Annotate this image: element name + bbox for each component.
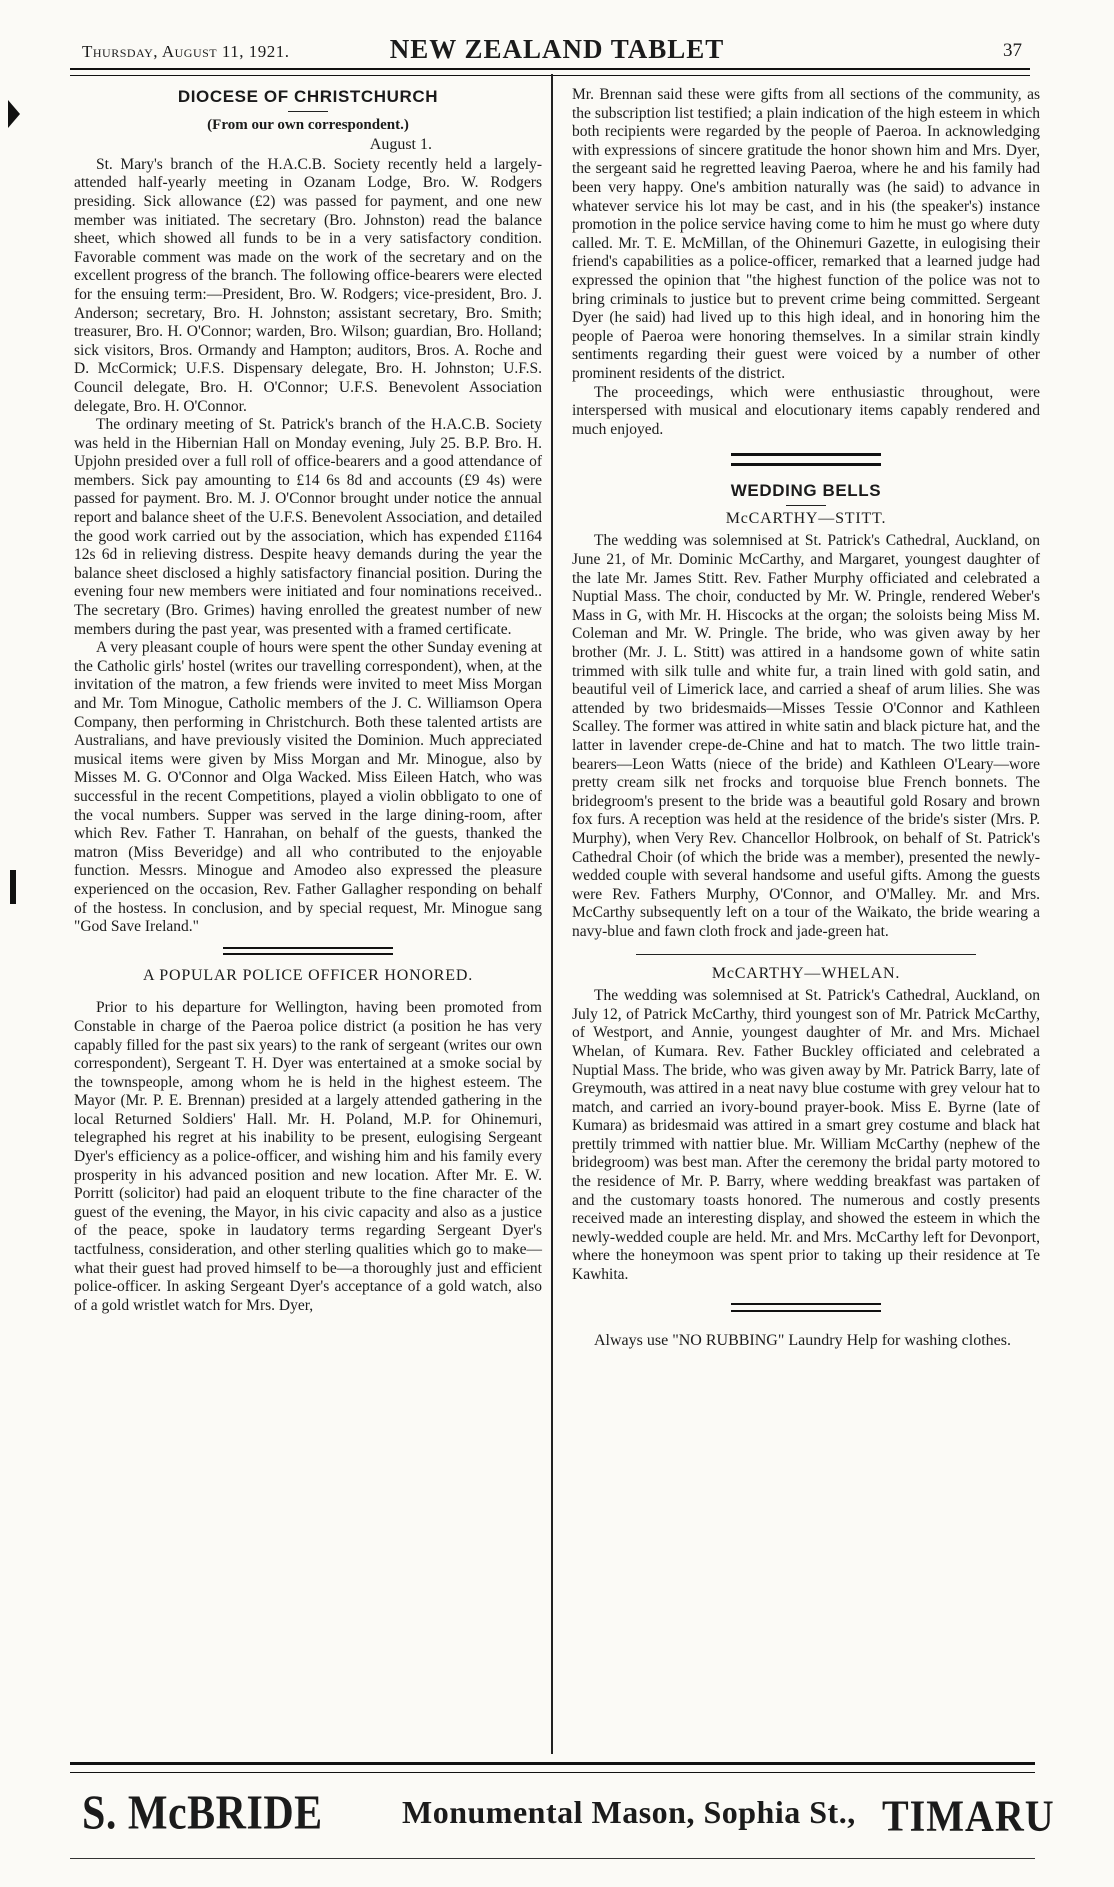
section-separator	[731, 1303, 881, 1312]
right-column	[572, 86, 1040, 1350]
section-separator	[223, 947, 393, 955]
article-paragraph: The wedding was solemnised at St. Patrick's Cathedral, Auckland, on July 12, of Patrick McCarthy, third youngest son of Mr. Patrick McCarthy, of Westport, and Annie, youngest daughter of Mr. and Mrs. Michael Whelan, of Kumara. Rev. Father Buckley officiated and celebrated a Nuptial Mass. The bride, who was given away by Mr. Patrick Barry, late of Greymouth, was attired in a neat navy blue costume with grey velour hat to match, and carried an ivory-bound prayer-book. Miss E. Byrne (late of Kumara) as bridesmaid was attired in a smart grey costume and black hat prettily trimmed with nattier blue. Mr. William McCarthy (nephew of the bridegroom) was best man. After the ceremony the bridal party motored to the residence of Mr. P. Barry, where wedding breakfast was partaken of and the customary toasts honored. The numerous and costly presents received made an interesting display, and showed the esteem in which the newly-wedded couple are held. Mr. and Mrs. McCarthy left for Devonport, where the honeymoon was spent prior to taking up their residence at Te Kawhita.	[572, 987, 1040, 1284]
diocese-heading: DIOCESE OF CHRISTCHURCH	[177, 87, 439, 106]
article-paragraph: Mr. Brennan said these were gifts from all sections of the community, as the subscription list testified; a plain indication of the high esteem in which both recipients were regarded by the people of Paeroa. In acknowledging with expressions of sincere gratitude the honor shown him and Mrs. Dyer, the sergeant said he regretted leaving Paeroa, where he and his family had been very happy. One's ambition naturally was (he said) to advance in whatever service his lot may be cast, and in his (the speaker's) instance promotion in the police service having come to him he must go where duty called. Mr. T. E. McMillan, of the Ohinemuri Gazette, in eulogising their friend's capabilities as a police-officer, remarked that a learned judge had expressed the opinion that "the highest function of the police was not to bring criminals to justice but to prevent crime being committed. Sergeant Dyer (he said) had lived up to this high ideal, and in honoring him the people of Paeroa were honoring themselves. In a similar strain kindly sentiments regarding their guest were voiced by a number of other prominent residents of the district.	[572, 86, 1040, 382]
article-paragraph: The wedding was solemnised at St. Patrick's Cathedral, Auckland, on June 21, of Mr. Dominic McCarthy, and Margaret, youngest daughter of the late Mr. James Stitt. Rev. Father Murphy officiated and celebrated a Nuptial Mass. The choir, conducted by Mr. W. Pringle, rendered Weber's Mass in G, with Mr. H. Hiscocks at the organ; the soloists being Miss M. Coleman and Mr. W. Pringle. The bride, who was given away by her brother (Mr. J. L. Stitt) was attired in a handsome gown of white satin trimmed with silk tulle and white fur, a train lined with gold satin, and beautiful veil of Limerick lace, and carried a sheaf of arum lilies. She was attended by two bridesmaids—Misses Tessie O'Connor and Kathleen Scalley. The former was attired in white satin and black picture hat, and the latter in lavender crepe-de-Chine and hat to match. The two little train-bearers—Leon Watts (niece of the bride) and Kathleen O'Leary—wore pretty cream silk net frocks and torquoise blue French bonnets. The bridegroom's present to the bride was a beautiful gold Rosary and brown fox furs. A reception was held at the residence of the bride's sister (Mrs. P. Murphy), when Very Rev. Chancellor Holbrook, on behalf of St. Patrick's Cathedral Choir (of which the bride was a member), presented the newly-wedded couple with several handsome and useful gifts. Among the guests were Rev. Fathers Murphy, O'Connor, and O'Malley. Mr. and Mrs. McCarthy subsequently left on a tour of the Waikato, the bride wearing a navy-blue and fawn cloth frock and jade-green hat.	[572, 532, 1040, 940]
advert-name: S. McBRIDE	[82, 1787, 323, 1841]
wedding-subheading: McCARTHY—WHELAN.	[711, 964, 901, 982]
page-number: 37	[1003, 40, 1022, 61]
advert-town: TIMARU	[882, 1791, 1055, 1841]
small-advert: Always use "NO RUBBING" Laundry Help for washing clothes.	[594, 1331, 1011, 1349]
police-heading: A POPULAR POLICE OFFICER HONORED.	[143, 966, 473, 984]
advert-trade: Monumental Mason, Sophia St.,	[402, 1794, 856, 1830]
article-paragraph: A very pleasant couple of hours were spent the other Sunday evening at the Catholic girls' hostel (writes our travelling correspondent), when, at the invitation of the matron, a few friends were invited to meet Miss Morgan and Mr. Tom Minogue, Catholic members of the J. C. Williamson Opera Company, then performing in Christchurch. Both these talented artists are Australians, and have previously visited the Dominion. Much appreciated musical items were given by Miss Morgan and Mr. Minogue, also by Misses M. G. O'Connor and Olga Wacked. Miss Eileen Hatch, who was successful in the recent Competitions, played a violin obbligato to one of the vocal numbers. Supper was served in the large dining-room, after which Rev. Father T. Hanrahan, on behalf of the guests, thanked the matron (Miss Beveridge) and all who contributed to the enjoyable function. Messrs. Minogue and Amodeo also expressed the pleasure experienced on the occasion, Rev. Father Gallagher responding on behalf of the hostess. In conclusion, and by special request, Mr. Minogue sang "God Save Ireland."	[74, 639, 542, 936]
article-paragraph: The proceedings, which were enthusiastic throughout, were interspersed with musical and elocutionary items capably rendered and much enjoyed.	[572, 383, 1040, 438]
margin-arrow-mark	[8, 100, 20, 128]
heading-rule	[786, 505, 826, 506]
margin-bar-mark	[10, 870, 16, 904]
section-separator	[731, 453, 881, 466]
masthead-rule	[70, 68, 1030, 76]
left-column	[74, 86, 542, 1315]
article-paragraph: St. Mary's branch of the H.A.C.B. Society recently held a largely-attended half-yearly meeting in Ozanam Lodge, Bro. W. Rodgers presiding. Sick allowance (£2) was passed for payment, and one new member was initiated. The secretary (Bro. Johnston) read the balance sheet, which showed all funds to be in a very satisfactory condition. Favorable comment was made on the work of the secretary and on the excellent progress of the branch. The following office-bearers were elected for the ensuing term:—President, Bro. W. Rodgers; vice-president, Bro. J. Anderson; secretary, Bro. H. Johnston; assistant secretary, Bro. Smith; treasurer, Bro. H. O'Connor; warden, Bro. Wilson; guardian, Bro. Holland; sick visitors, Bros. Ormandy and Hampton; auditors, Bros. A. Roche and D. McCormick; U.F.S. Dispensary delegate, Bro. H. Johnston; U.F.S. Council delegate, Bro. H. O'Connor; U.F.S. Benevolent Association delegate, Bro. H. O'Connor.	[74, 155, 542, 415]
issue-date: Thursday, August 11, 1921.	[82, 42, 290, 61]
column-divider	[551, 74, 553, 1754]
wedding-heading: WEDDING BELLS	[730, 481, 882, 501]
advertisement-banner	[82, 1782, 1055, 1852]
section-separator	[636, 954, 976, 955]
masthead	[82, 34, 1032, 68]
article-paragraph: Prior to his departure for Wellington, having been promoted from Constable in charge of the Paeroa police district (a position he has very capably filled for the past six years) to the rank of sergeant (writes our own correspondent), Sergeant T. H. Dyer was entertained at a smoke social by the townspeople, among whom he is held in the highest esteem. The Mayor (Mr. P. E. Brennan) presided at a largely attended gathering in the local Returned Soldiers' Hall. Mr. H. Poland, M.P. for Ohinemuri, telegraphed his regret at his inability to be present, eulogising Sergeant Dyer's efficiency as a police-officer, and wishing him and his family every prosperity in his advanced position and new location. After Mr. E. W. Porritt (solicitor) had paid an eloquent tribute to the fine character of the guest of the evening, the Mayor, in his civic capacity and also as a justice of the peace, spoke in laudatory terms regarding Sergeant Dyer's tactfulness, consideration, and other sterling qualities which go to make—what their guest had proved himself to be—a thoroughly just and efficient police-officer. In asking Sergeant Dyer's acceptance of a gold watch, also of a gold wristlet watch for Mrs. Dyer,	[74, 999, 542, 1314]
dateline: August 1.	[369, 136, 432, 154]
bottom-rule	[70, 1858, 1035, 1859]
newspaper-title: NEW ZEALAND TABLET	[389, 34, 725, 64]
advert-rule	[70, 1762, 1035, 1773]
byline: (From our own correspondent.)	[207, 116, 409, 133]
heading-rule	[288, 111, 328, 112]
article-paragraph: The ordinary meeting of St. Patrick's branch of the H.A.C.B. Society was held in the Hibernian Hall on Monday evening, July 25. B.P. Bro. H. Upjohn presided over a full roll of office-bearers and a good attendance of members. Sick pay amounting to £14 6s 8d and accounts (£9 4s) were passed for payment. Bro. M. J. O'Connor brought under notice the annual report and balance sheet of the U.F.S. Benevolent Association, and detailed the good work carried out by the association, which has expended £1164 12s 6d in relieving distress. Despite heavy demands during the year the balance sheet disclosed a highly satisfactory financial position. During the evening four new members were initiated and four nominations received.. The secretary (Bro. Grimes) having enrolled the greatest number of new members during the past year, was presented with a framed certificate.	[74, 416, 542, 638]
wedding-subheading: McCARTHY—STITT.	[725, 509, 887, 527]
